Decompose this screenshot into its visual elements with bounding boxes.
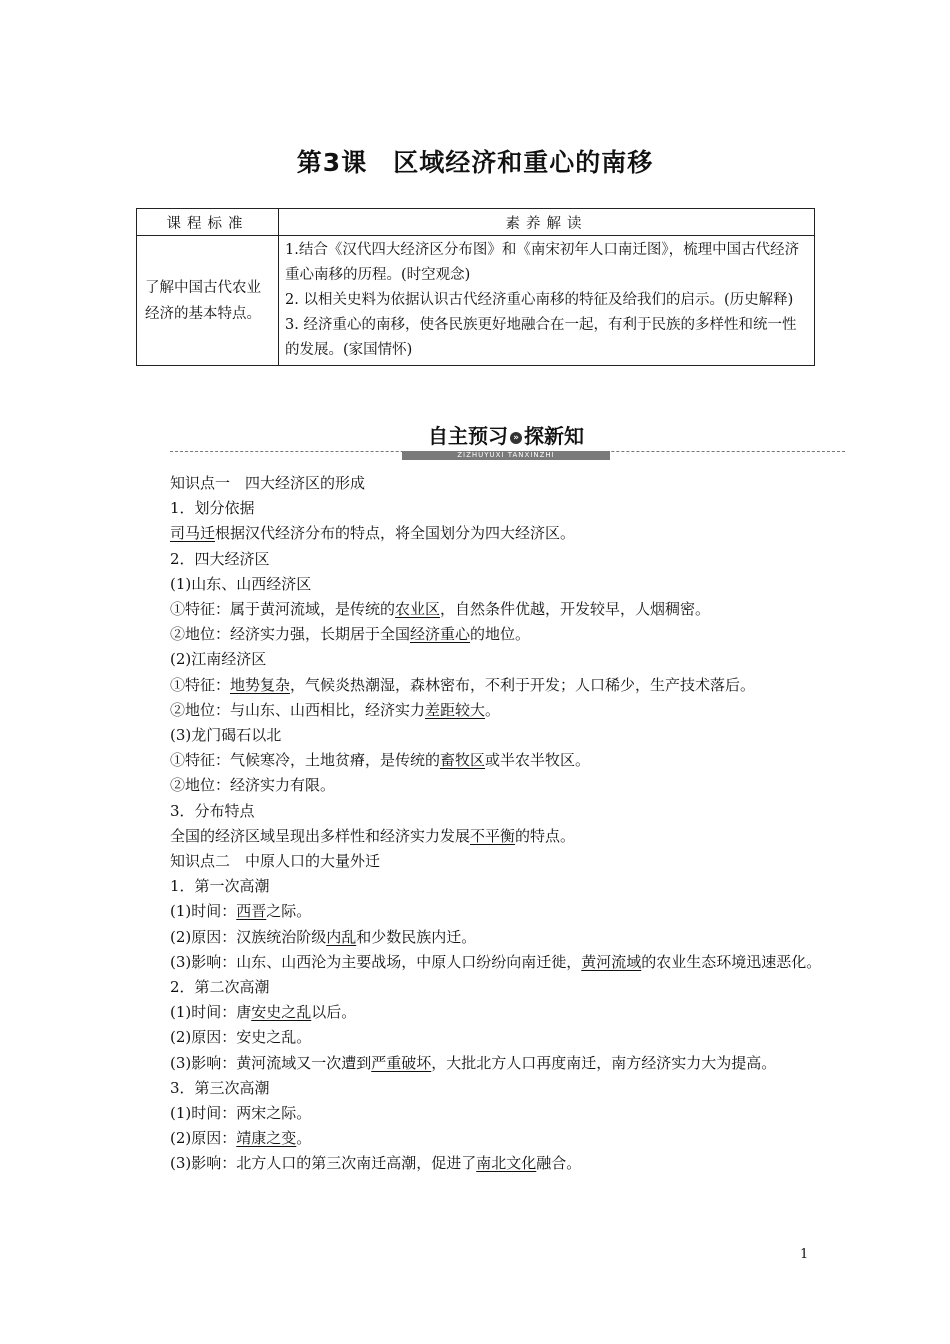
text-line <box>136 975 826 1000</box>
text-segment: 融合。 <box>536 1154 582 1173</box>
text-segment: 的特点。 <box>515 826 576 845</box>
text-segment: (3)影响：北方人口的第三次南迁高潮，促进了 <box>170 1154 477 1173</box>
text-segment: ②地位：与山东、山西相比，经济实力 <box>170 700 426 719</box>
text-line <box>136 597 826 622</box>
table-header-row <box>137 209 815 236</box>
answer-blank: 安史之乱 <box>251 1003 312 1022</box>
text-line <box>136 799 826 824</box>
page-number: 1 <box>800 1247 809 1262</box>
page-title: 第3课 区域经济和重心的南移 <box>296 148 654 177</box>
text-segment: (3)影响：黄河流域又一次遭到 <box>170 1053 372 1072</box>
text-segment: 1．划分依据 <box>170 499 255 518</box>
text-line <box>136 1076 826 1101</box>
text-segment: (1)时间：两宋之际。 <box>170 1104 312 1123</box>
answer-blank: 地势复杂 <box>230 675 291 694</box>
double-arrow-icon: » <box>510 432 522 444</box>
text-segment: ②地位：经济实力有限。 <box>170 776 336 795</box>
text-line <box>136 1051 826 1076</box>
text-segment: 的地位。 <box>470 625 531 644</box>
text-segment: 之际。 <box>266 902 312 921</box>
text-line <box>136 874 826 899</box>
answer-blank: 南北文化 <box>476 1154 537 1173</box>
text-segment: 1．第一次高潮 <box>170 877 270 896</box>
text-line <box>136 547 826 572</box>
text-segment: 。 <box>296 1129 312 1148</box>
banner-heading <box>412 422 600 450</box>
text-segment: 根据汉代经济分布的特点，将全国划分为四大经济区。 <box>215 524 576 543</box>
answer-blank: 内乱 <box>326 927 357 946</box>
text-line <box>136 622 826 647</box>
answer-blank: 靖康之变 <box>236 1129 297 1148</box>
text-segment: ，大批北方人口再度南迁，南方经济实力大为提高。 <box>431 1053 777 1072</box>
text-segment: 或半农半牧区。 <box>485 751 591 770</box>
text-segment: ①特征：属于黄河流域，是传统的 <box>170 600 396 619</box>
text-line <box>136 673 826 698</box>
header-competency-interpretation: 素养解读 <box>279 209 815 236</box>
text-line <box>136 496 826 521</box>
text-segment: (2)原因：安史之乱。 <box>170 1028 312 1047</box>
document-body <box>136 471 826 1177</box>
text-line <box>136 572 826 597</box>
answer-blank: 不平衡 <box>470 826 516 845</box>
text-segment: 知识点一 四大经济区的形成 <box>170 474 366 492</box>
text-line <box>136 1025 826 1050</box>
text-segment: 和少数民族内迁。 <box>356 927 477 946</box>
text-line <box>136 723 826 748</box>
answer-blank: 黄河流域 <box>581 952 642 971</box>
interpretation-item: 2. 以相关史料为依据认识古代经济重心南移的特征及给我们的启示。(历史解释) <box>285 292 794 308</box>
text-segment: 的农业生态环境迅速恶化。 <box>641 952 822 971</box>
text-segment: 知识点二 中原人口的大量外迁 <box>170 852 381 871</box>
answer-blank: 司马迁 <box>170 524 216 543</box>
text-line <box>136 647 826 672</box>
text-line <box>136 1000 826 1025</box>
text-segment: 2．四大经济区 <box>170 549 270 568</box>
text-line <box>136 899 826 924</box>
text-segment: (2)江南经济区 <box>170 650 267 669</box>
text-segment: (2)原因： <box>170 1129 237 1148</box>
header-curriculum-standard: 课程标准 <box>137 209 279 236</box>
text-line <box>136 1101 826 1126</box>
text-segment: (3)龙门碣石以北 <box>170 726 282 745</box>
text-line <box>136 1151 826 1176</box>
text-segment: (2)原因：汉族统治阶级 <box>170 927 327 946</box>
text-line <box>136 824 826 849</box>
text-line <box>136 748 826 773</box>
text-line <box>136 698 826 723</box>
banner-right-text: 探新知 <box>524 424 584 448</box>
answer-blank: 差距较大 <box>425 700 486 719</box>
text-segment: ，自然条件优越，开发较早，人烟稠密。 <box>440 600 711 619</box>
answer-blank: 农业区 <box>395 600 441 619</box>
text-segment: ②地位：经济实力强，长期居于全国 <box>170 625 411 644</box>
section-banner <box>170 422 845 462</box>
standard-cell: 了解中国古代农业经济的基本特点。 <box>137 236 279 366</box>
text-segment: 3．第三次高潮 <box>170 1078 270 1097</box>
text-segment: 2．第二次高潮 <box>170 978 270 997</box>
table-row <box>137 236 815 366</box>
text-line <box>136 925 826 950</box>
answer-blank: 畜牧区 <box>440 751 486 770</box>
answer-blank: 西晋 <box>236 902 267 921</box>
banner-pinyin: ZIZHUYUXI TANXINZHI <box>402 451 610 460</box>
answer-blank: 严重破坏 <box>371 1053 432 1072</box>
text-segment: (1)山东、山西经济区 <box>170 574 312 593</box>
text-line <box>136 773 826 798</box>
banner-left-text: 自主预习 <box>428 424 508 448</box>
text-line <box>136 950 826 975</box>
text-line <box>136 1126 826 1151</box>
text-segment: ，气候炎热潮湿，森林密布，不利于开发；人口稀少，生产技术落后。 <box>290 675 756 694</box>
text-line <box>136 471 826 496</box>
answer-blank: 经济重心 <box>410 625 471 644</box>
curriculum-table <box>136 208 815 366</box>
text-segment: (3)影响：山东、山西沦为主要战场，中原人口纷纷向南迁徙， <box>170 952 582 971</box>
text-segment: 以后。 <box>311 1003 357 1022</box>
text-segment: 全国的经济区域呈现出多样性和经济实力发展 <box>170 826 471 845</box>
interpretation-item: 3. 经济重心的南移，使各民族更好地融合在一起，有利于民族的多样性和统一性的发展。(家国情怀) <box>285 317 797 358</box>
text-segment: (1)时间： <box>170 902 237 921</box>
interpretation-cell <box>279 236 815 366</box>
text-segment: (1)时间：唐 <box>170 1003 252 1022</box>
text-segment: 。 <box>485 700 501 719</box>
text-segment: ①特征：气候寒冷，土地贫瘠，是传统的 <box>170 751 441 770</box>
text-line <box>136 849 826 874</box>
interpretation-item: 1.结合《汉代四大经济区分布图》和《南宋初年人口南迁图》，梳理中国古代经济重心南移的历程。(时空观念) <box>285 242 800 283</box>
text-segment: 3．分布特点 <box>170 801 255 820</box>
text-line <box>136 521 826 546</box>
text-segment: ①特征： <box>170 675 231 694</box>
